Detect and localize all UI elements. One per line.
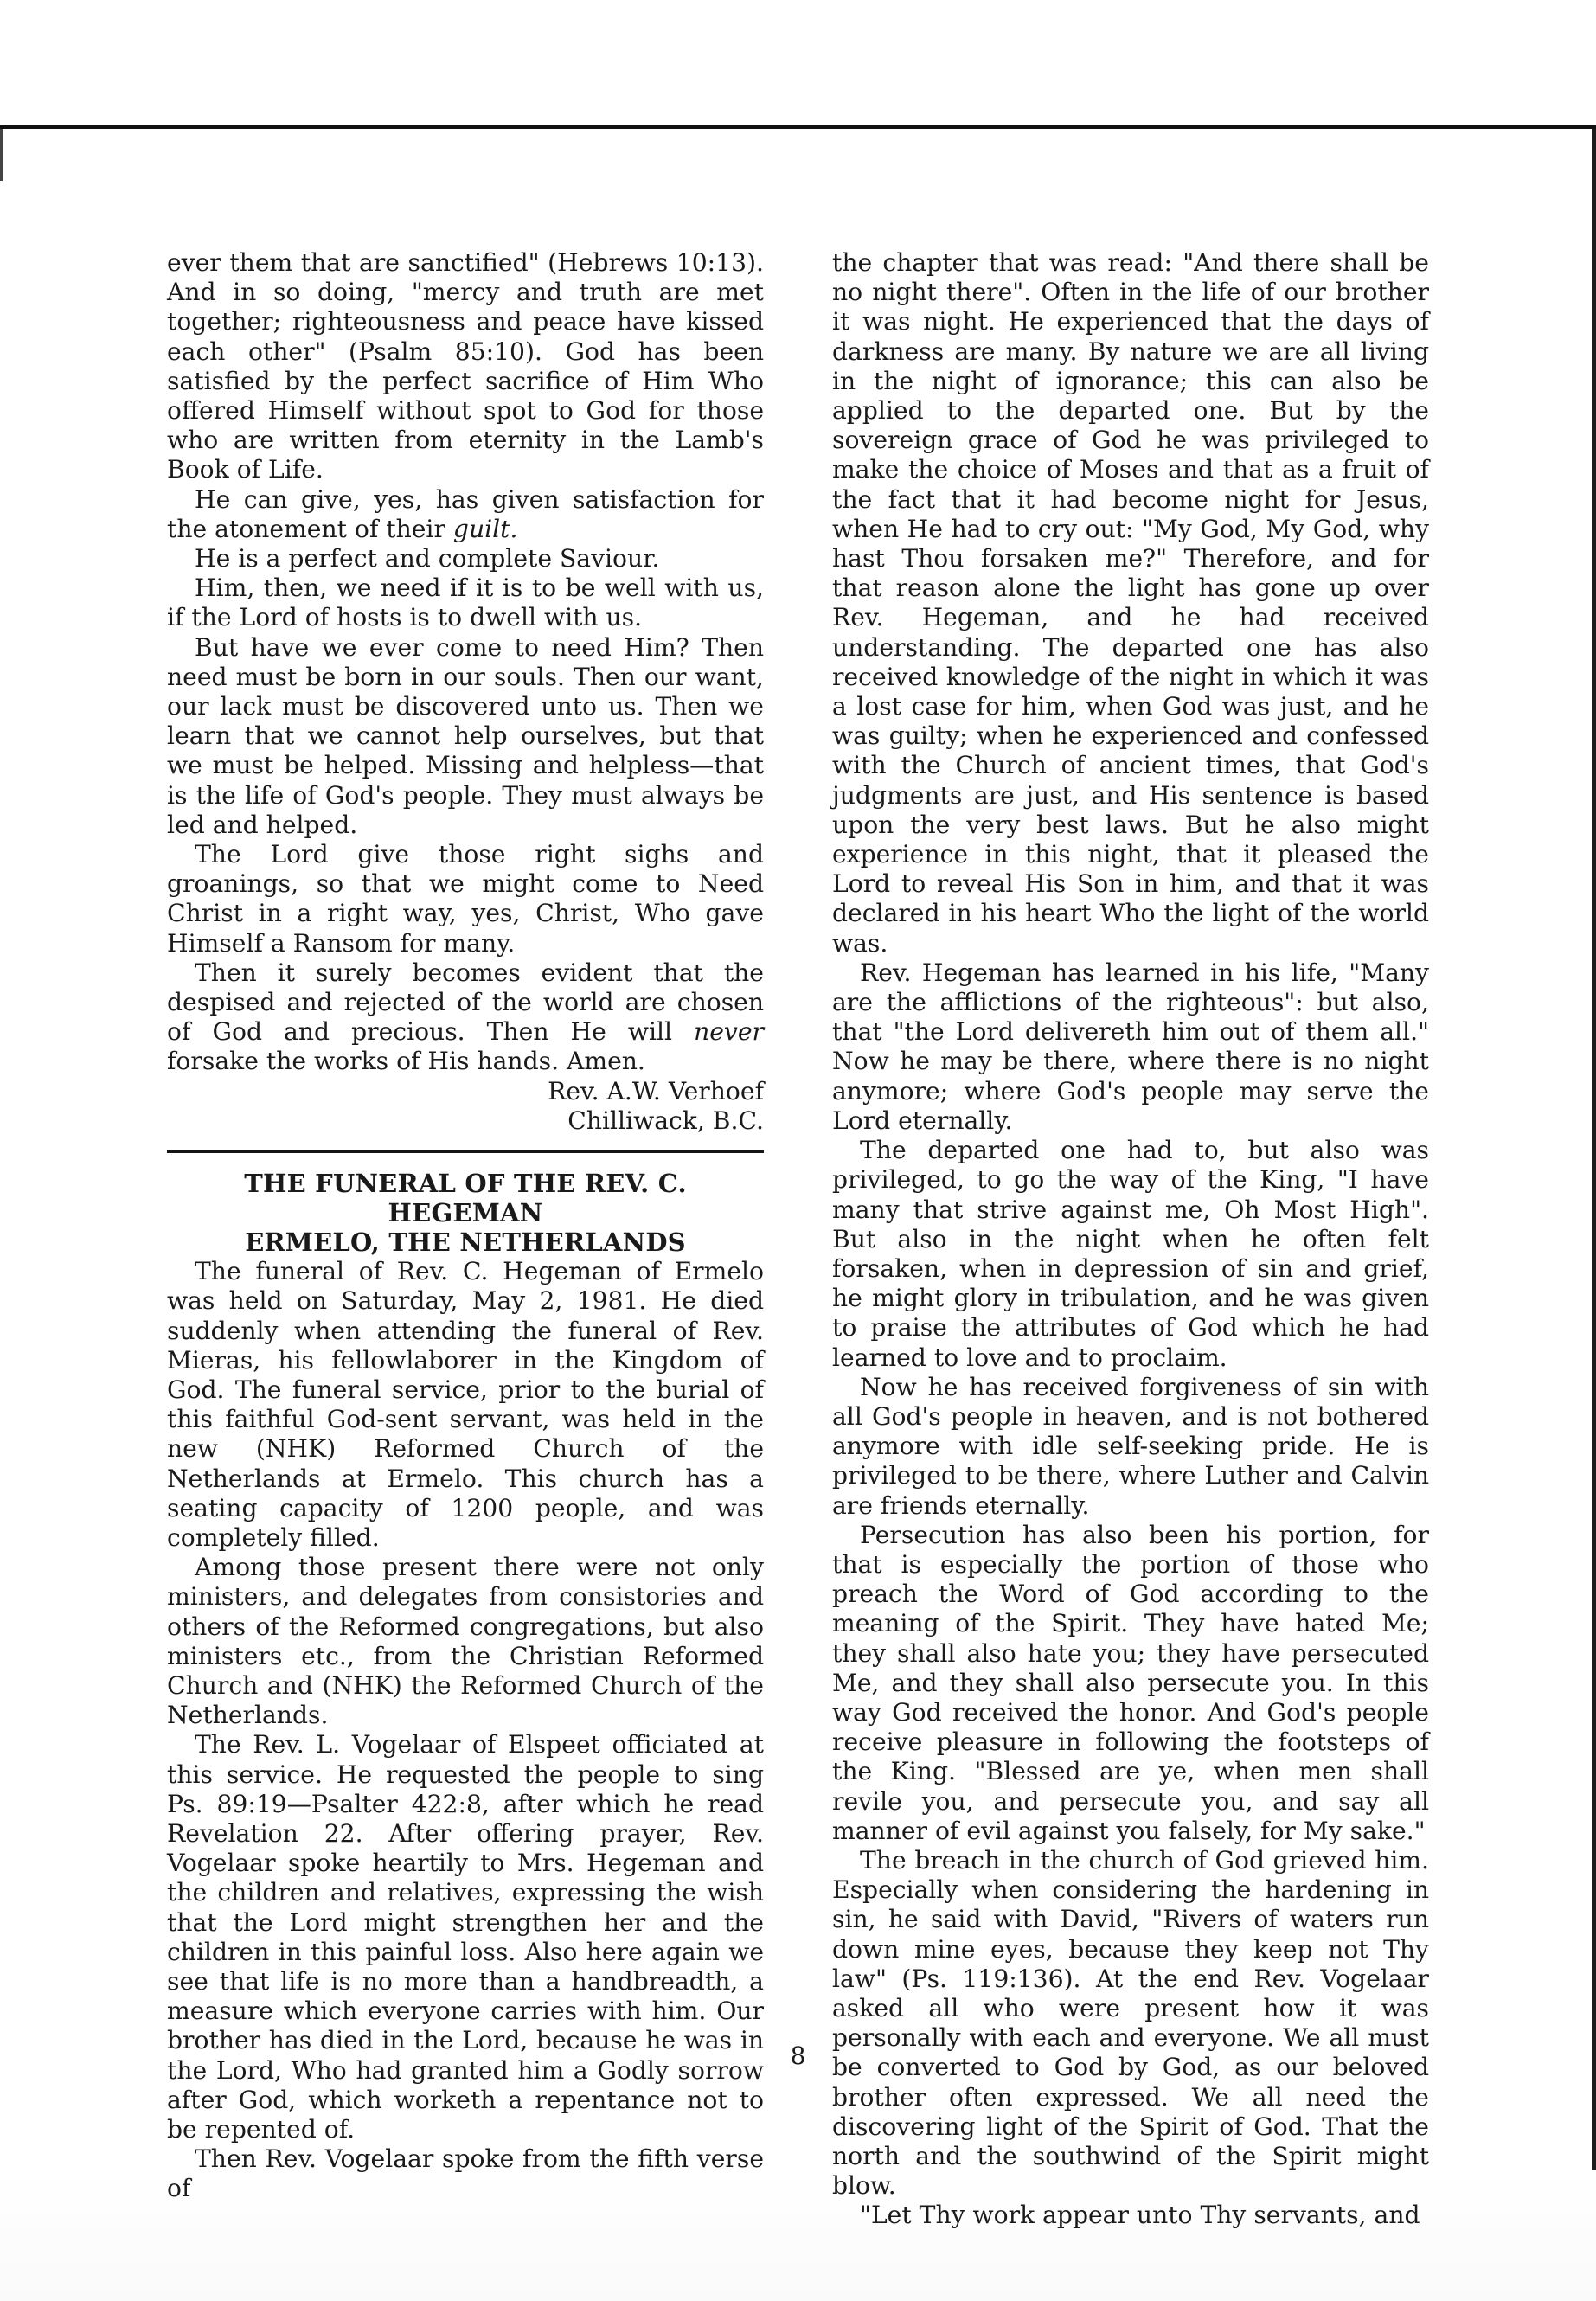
scan-page-edge-top xyxy=(0,125,1596,129)
paragraph: The breach in the church of God grieved him. Especially when considering the hardening in sin, he said with David, "Rivers of waters run down mine eyes, because they keep not Thy law" (Ps. 119:136). At the end Rev. Vogelaar asked all who were present how it was personally with each and everyone. We all must be converted to God by God, as our beloved brother often expressed. We all need the discovering light of the Spirit of God. That the north and the southwind of the Spirit might blow. xyxy=(832,1845,1429,2201)
paragraph: Then Rev. Vogelaar spoke from the fifth verse of xyxy=(167,2144,764,2203)
author-signature xyxy=(167,1077,764,1136)
scan-top-margin xyxy=(0,0,1596,125)
author-place: Chilliwack, B.C. xyxy=(567,1106,764,1135)
author-name: Rev. A.W. Verhoef xyxy=(548,1076,764,1106)
article-title-line: THE FUNERAL OF THE REV. C. HEGEMAN xyxy=(244,1169,687,1228)
scan-page-edge-left xyxy=(0,129,3,181)
paragraph: Among those present there were not only ministers, and delegates from consistories and others of the Reformed congregations, but also ministers etc., from the Christian Reformed Church and (NHK) the Reformed Church of the Netherlands. xyxy=(167,1553,764,1730)
paragraph: Him, then, we need if it is to be well with us, if the Lord of hosts is to dwell with us. xyxy=(167,574,764,632)
paragraph: But have we ever come to need Him? Then need must be born in our souls. Then our want, our lack must be discovered unto us. Then we learn that we cannot help ourselves, but that we must be helped. Missing and helpless—that is the life of God's people. They must always be led and helped. xyxy=(167,632,764,839)
paragraph: "Let Thy work appear unto Thy servants, and xyxy=(860,2201,1420,2230)
section-divider xyxy=(167,1150,764,1153)
paragraph: He is a perfect and complete Saviour. xyxy=(195,544,660,574)
paragraph xyxy=(167,958,764,1077)
paragraph: Now he has received forgiveness of sin with all God's people in heaven, and is not bothered anymore with idle self-seeking pride. He is privileged to be there, where Luther and Calvin are friends eternally. xyxy=(832,1372,1429,1520)
paragraph xyxy=(167,485,764,544)
paragraph-text: Then it surely becomes evident that the despised and rejected of the world are chosen of God and precious. Then He will xyxy=(167,958,764,1047)
paragraph: The funeral of Rev. C. Hegeman of Ermelo was held on Saturday, May 2, 1981. He died suddenly when attending the funeral of Rev. Mieras, his fellowlaborer in the Kingdom of God. The funeral service, prior to the burial of this faithful God-sent servant, was held in the new (NHK) Reformed Church of the Netherlands at Ermelo. This church has a seating capacity of 1200 people, and was completely filled. xyxy=(167,1257,764,1552)
left-column xyxy=(167,248,764,2204)
paragraph: Rev. Hegeman has learned in his life, "Many are the afflictions of the righteous": but also, that "the Lord delivereth him out of them all." Now he may be there, where there is no night anymore; where God's people may serve the Lord eternally. xyxy=(832,958,1429,1135)
page-number: 8 xyxy=(790,2041,806,2070)
scan-page-edge-right xyxy=(1592,129,1596,2170)
paragraph: The Lord give those right sighs and groanings, so that we might come to Need Christ in a right way, yes, Christ, Who gave Himself a Ransom for many. xyxy=(167,840,764,958)
paragraph: Persecution has also been his portion, for that is especially the portion of those who preach the Word of God according to the meaning of the Spirit. They have hated Me; they shall also hate you; they have persecuted Me, and they shall also persecute you. In this way God received the honor. And God's people receive pleasure in following the footsteps of the King. "Blessed are ye, when men shall revile you, and persecute you, and say all manner of evil against you falsely, for My sake." xyxy=(832,1520,1429,1845)
article-title-line: ERMELO, THE NETHERLANDS xyxy=(245,1227,686,1258)
right-column xyxy=(832,248,1429,2231)
paragraph: the chapter that was read: "And there shall be no night there". Often in the life of our brother it was night. He experienced that the days of darkness are many. By nature we are all living in the night of ignorance; this can also be applied to the departed one. But by the sovereign grace of God he was privileged to make the choice of Moses and that as a fruit of the fact that it had become night for Jesus, when He had to cry out: "My God, My God, why hast Thou forsaken me?" Therefore, and for that reason alone the light has gone up over Rev. Hegeman, and he had received understanding. The departed one has also received knowledge of the night in which it was a lost case for him, when God was just, and he was guilty; when he experienced and confessed with the Church of ancient times, that God's judgments are just, and His sentence is based upon the very best laws. But he also might experience in this night, that it pleased the Lord to reveal His Son in him, and that it was declared in his heart Who the light of the world was. xyxy=(832,248,1429,958)
paragraph: ever them that are sanctified" (Hebrews 10:13). And in so doing, "mercy and truth are met together; righteousness and peace have kissed each other" (Psalm 85:10). God has been satisfied by the perfect sacrifice of Him Who offered Himself without spot to God for those who are written from eternity in the Lamb's Book of Life. xyxy=(167,248,764,484)
paragraph: The departed one had to, but also was privileged, to go the way of the King, "I have many that strive against me, Oh Most High". But also in the night when he often felt forsaken, when in depression of sin and grief, he might glory in tribulation, and he was given to praise the attributes of God which he had learned to love and to proclaim. xyxy=(832,1136,1429,1372)
article-title xyxy=(167,1169,764,1257)
paragraph-text: He can give, yes, has given satisfaction for the atonement of their xyxy=(167,484,764,543)
emphasis-text: guilt. xyxy=(452,514,518,543)
paragraph: The Rev. L. Vogelaar of Elspeet officiated at this service. He requested the people to sing Ps. 89:19—Psalter 422:8, after which he read Revelation 22. After offering prayer, Rev. Vogelaar spoke heartily to Mrs. Hegeman and the children and relatives, expressing the wish that the Lord might strengthen her and the children in this painful loss. Also here again we see that life is no more than a handbreadth, a measure which everyone carries with him. Our brother has died in the Lord, because he was in the Lord, Who had granted him a Godly sorrow after God, which worketh a repentance not to be repented of. xyxy=(167,1730,764,2144)
paragraph-text: forsake the works of His hands. Amen. xyxy=(167,1047,645,1076)
emphasis-text: never xyxy=(694,1017,764,1047)
